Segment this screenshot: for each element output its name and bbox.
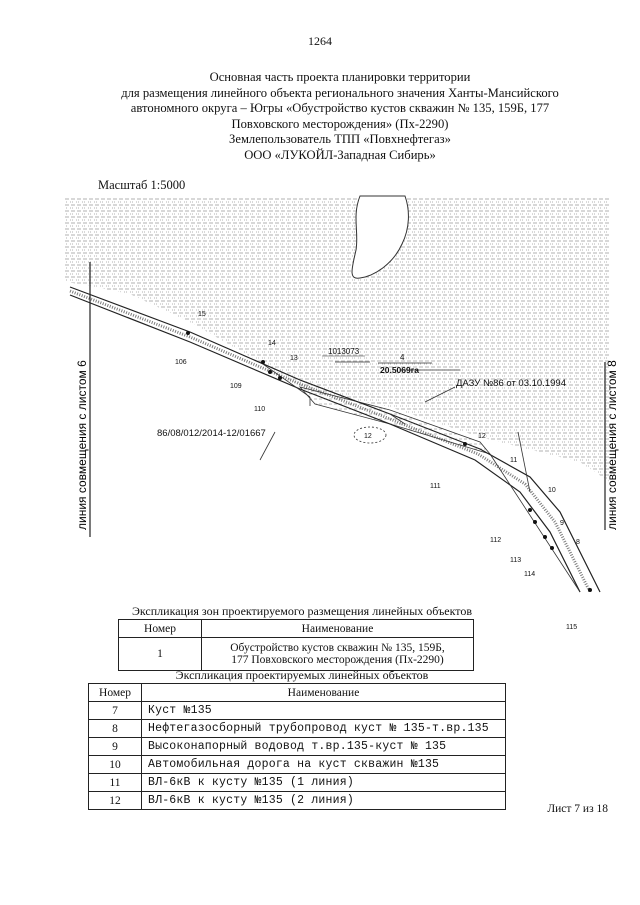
point-label: 109 — [230, 383, 242, 390]
objects-table — [88, 683, 506, 810]
table-row — [89, 720, 506, 738]
row-number: 1 — [119, 638, 202, 671]
point-label: 12 — [478, 433, 486, 440]
parcel-id: 1013073 — [328, 347, 360, 356]
table-row — [89, 702, 506, 720]
document-title — [60, 70, 620, 164]
cadastral-number: 86/08/012/2014-12/01667 — [157, 428, 266, 439]
header-number: Номер — [119, 620, 202, 638]
title-line: Повховского месторождения» (Пх-2290) — [231, 116, 449, 131]
row-number: 12 — [89, 792, 142, 810]
row-name: Автомобильная дорога на куст скважин №135 — [142, 756, 506, 774]
dazu-label: ДАЗУ №86 от 03.10.1994 — [456, 378, 566, 389]
header-name: Наименование — [202, 620, 474, 638]
row-name: Высоконапорный водовод т.вр.135-куст № 135 — [142, 738, 506, 756]
row-name-line: 177 Повховского месторождения (Пх-2290) — [231, 654, 444, 666]
table-row — [89, 756, 506, 774]
header-number: Номер — [89, 684, 142, 702]
point-label: 111 — [430, 483, 441, 490]
point-label: 11 — [510, 457, 518, 464]
table-row — [89, 774, 506, 792]
header-name: Наименование — [142, 684, 506, 702]
row-number: 8 — [89, 720, 142, 738]
point-label: 106 — [175, 359, 187, 366]
right-match-label: линия совмещения с листом 8 — [605, 360, 619, 530]
title-line: автономного округа – Югры «Обустройство кустов скважин № 135, 159Б, 177 — [130, 101, 550, 116]
title-line: Землепользователь ТПП «Повхнефтегаз» — [229, 132, 451, 147]
point-label: 9 — [560, 520, 564, 527]
row-number: 7 — [89, 702, 142, 720]
point-label: 13 — [290, 355, 298, 362]
point-label: 10 — [548, 487, 556, 494]
point-label: 110 — [254, 406, 266, 413]
table-header-row — [119, 620, 474, 638]
point-label: 8 — [576, 539, 580, 546]
table-row — [89, 792, 506, 810]
table-row — [89, 738, 506, 756]
map-scale: Масштаб 1:5000 — [98, 178, 186, 192]
row-name: Нефтегазосборный трубопровод куст № 135-т.вр.135 — [142, 720, 506, 738]
left-match-label: линия совмещения с листом 6 — [75, 360, 89, 530]
row-number: 10 — [89, 756, 142, 774]
sheet-number: Лист 7 из 18 — [547, 803, 608, 815]
point-label: 113 — [510, 557, 522, 564]
point-label: 114 — [524, 571, 536, 578]
point-label: 12 — [364, 433, 372, 440]
page-number: 1264 — [308, 34, 332, 48]
row-number: 11 — [89, 774, 142, 792]
point-label: 115 — [566, 624, 578, 631]
row-name: Куст №135 — [142, 702, 506, 720]
table1-caption: Экспликация зон проектируемого размещения линейных объектов — [131, 604, 473, 618]
title-line: Основная часть проекта планировки территории — [209, 70, 471, 84]
point-label: 15 — [198, 311, 206, 318]
row-name — [202, 638, 474, 671]
table-header-row — [89, 684, 506, 702]
parcel-number: 4 — [400, 353, 405, 362]
point-label: 112 — [490, 537, 502, 544]
table-row — [119, 638, 474, 671]
row-name-line: Обустройство кустов скважин № 135, 159Б, — [230, 642, 445, 654]
row-number: 9 — [89, 738, 142, 756]
row-name: ВЛ-6кВ к кусту №135 (2 линия) — [142, 792, 506, 810]
table2-caption: Экспликация проектируемых линейных объектов — [175, 668, 429, 682]
point-label: 14 — [268, 340, 276, 347]
zones-table — [118, 619, 474, 671]
row-name: ВЛ-6кВ к кусту №135 (1 линия) — [142, 774, 506, 792]
parcel-area: 20.5069га — [380, 365, 419, 375]
title-line: ООО «ЛУКОЙЛ-Западная Сибирь» — [244, 147, 436, 162]
title-line: для размещения линейного объекта регионального значения Ханты-Мансийского — [121, 85, 559, 100]
